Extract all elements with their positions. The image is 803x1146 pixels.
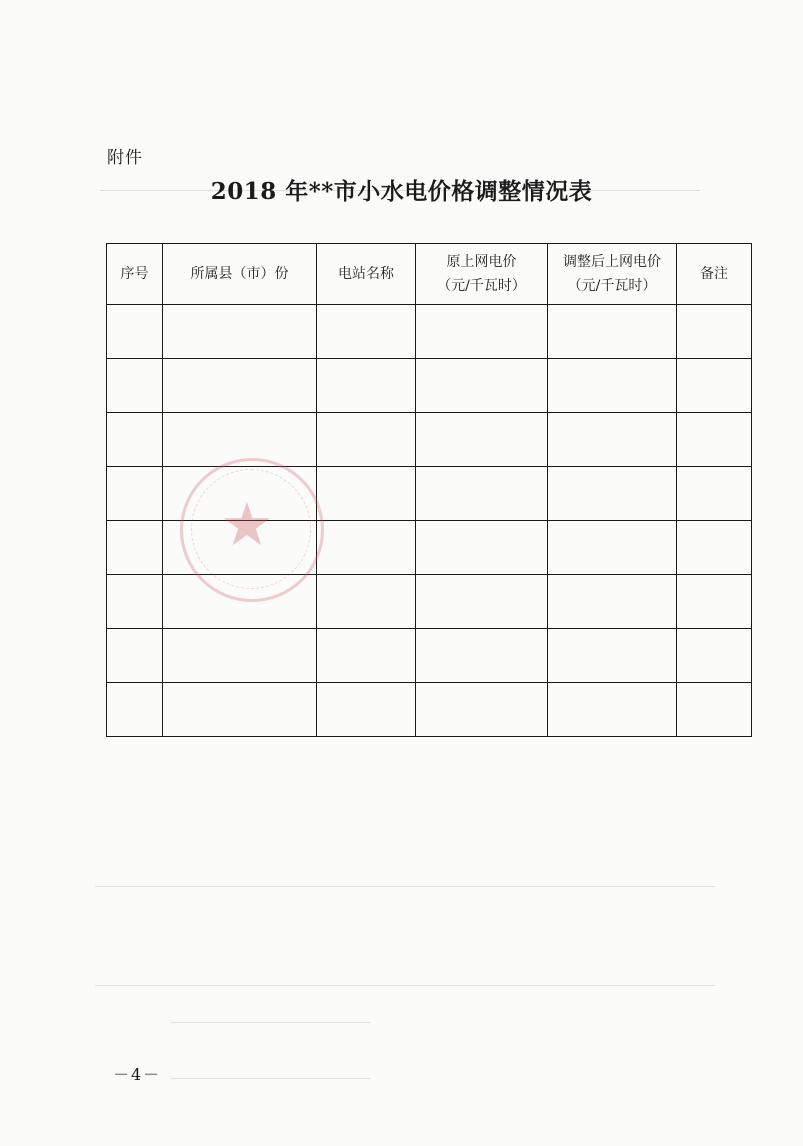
header-remarks: 备注 [677, 244, 752, 305]
table-cell [548, 575, 677, 629]
header-county-city: 所属县（市）份 [163, 244, 317, 305]
table-cell [416, 413, 548, 467]
bleed-through-line [170, 1078, 370, 1079]
table-cell [107, 305, 163, 359]
table-cell [548, 467, 677, 521]
table-cell [163, 683, 317, 737]
table-cell [107, 629, 163, 683]
table-cell [107, 683, 163, 737]
table-cell [107, 575, 163, 629]
table-cell [548, 683, 677, 737]
table-cell [416, 575, 548, 629]
header-adjusted-price: 调整后上网电价 （元/千瓦时） [548, 244, 677, 305]
table-cell [416, 467, 548, 521]
table-cell [317, 467, 416, 521]
table-cell [416, 305, 548, 359]
table-cell [107, 467, 163, 521]
table-cell [317, 359, 416, 413]
table-cell [317, 575, 416, 629]
bleed-through-line [95, 886, 715, 887]
table-cell [548, 413, 677, 467]
seal-star-icon: ★ [220, 490, 274, 560]
table-cell [548, 359, 677, 413]
table-cell [677, 359, 752, 413]
table-cell [107, 413, 163, 467]
official-seal [180, 458, 324, 602]
table-cell [163, 305, 317, 359]
table-cell [677, 521, 752, 575]
table-cell [163, 359, 317, 413]
table-cell [317, 629, 416, 683]
document-title: 2018 年**市小水电价格调整情况表 [210, 178, 593, 205]
table-cell [677, 413, 752, 467]
table-row [107, 629, 752, 683]
table-cell [416, 359, 548, 413]
table-cell [677, 629, 752, 683]
table-cell [107, 521, 163, 575]
bleed-through-line [95, 985, 715, 986]
header-station-name: 电站名称 [317, 244, 416, 305]
table-cell [317, 683, 416, 737]
table-cell [677, 467, 752, 521]
table-header-row [107, 244, 752, 305]
table-cell [163, 629, 317, 683]
table-cell [416, 629, 548, 683]
bleed-through-line [170, 1022, 370, 1023]
table-cell [677, 575, 752, 629]
page-number: －4－ [113, 1065, 162, 1084]
table-cell [548, 629, 677, 683]
table-cell [677, 683, 752, 737]
table-cell [677, 305, 752, 359]
table-cell [107, 359, 163, 413]
table-cell [548, 521, 677, 575]
table-cell [416, 521, 548, 575]
attachment-label: 附件 [107, 148, 143, 168]
table-cell [548, 305, 677, 359]
table-cell [416, 683, 548, 737]
table-cell [317, 413, 416, 467]
table-row [107, 359, 752, 413]
table-cell [317, 521, 416, 575]
table-row [107, 683, 752, 737]
table-cell [317, 305, 416, 359]
header-serial-number: 序号 [107, 244, 163, 305]
table-row [107, 413, 752, 467]
header-original-price: 原上网电价 （元/千瓦时） [416, 244, 548, 305]
table-row [107, 305, 752, 359]
